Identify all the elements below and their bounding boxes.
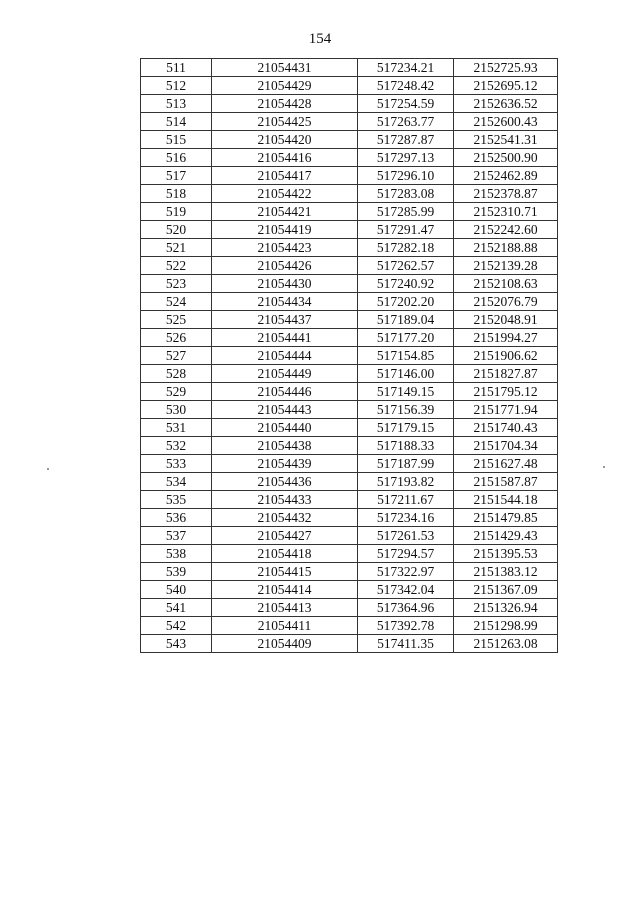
row-number-cell: 518 — [141, 185, 212, 203]
point-id-cell: 21054416 — [212, 149, 358, 167]
table-row — [141, 473, 558, 491]
table-row — [141, 419, 558, 437]
y-coordinate-cell: 2151429.43 — [454, 527, 558, 545]
table-row — [141, 77, 558, 95]
point-id-cell: 21054427 — [212, 527, 358, 545]
y-coordinate-cell: 2151906.62 — [454, 347, 558, 365]
page-number: 154 — [308, 31, 332, 47]
point-id-cell: 21054420 — [212, 131, 358, 149]
table-row — [141, 95, 558, 113]
row-number-cell: 514 — [141, 113, 212, 131]
coordinates-table — [140, 58, 558, 653]
point-id-cell: 21054418 — [212, 545, 358, 563]
table-row — [141, 59, 558, 77]
y-coordinate-cell: 2151795.12 — [454, 383, 558, 401]
y-coordinate-cell: 2152636.52 — [454, 95, 558, 113]
row-number-cell: 528 — [141, 365, 212, 383]
point-id-cell: 21054438 — [212, 437, 358, 455]
point-id-cell: 21054431 — [212, 59, 358, 77]
y-coordinate-cell: 2151771.94 — [454, 401, 558, 419]
y-coordinate-cell: 2151479.85 — [454, 509, 558, 527]
y-coordinate-cell: 2151383.12 — [454, 563, 558, 581]
point-id-cell: 21054432 — [212, 509, 358, 527]
row-number-cell: 539 — [141, 563, 212, 581]
scan-speck — [603, 466, 605, 468]
table-row — [141, 239, 558, 257]
y-coordinate-cell: 2151827.87 — [454, 365, 558, 383]
y-coordinate-cell: 2151263.08 — [454, 635, 558, 653]
y-coordinate-cell: 2152188.88 — [454, 239, 558, 257]
point-id-cell: 21054421 — [212, 203, 358, 221]
x-coordinate-cell: 517177.20 — [358, 329, 454, 347]
x-coordinate-cell: 517342.04 — [358, 581, 454, 599]
y-coordinate-cell: 2151627.48 — [454, 455, 558, 473]
y-coordinate-cell: 2152600.43 — [454, 113, 558, 131]
row-number-cell: 538 — [141, 545, 212, 563]
point-id-cell: 21054444 — [212, 347, 358, 365]
x-coordinate-cell: 517154.85 — [358, 347, 454, 365]
y-coordinate-cell: 2152725.93 — [454, 59, 558, 77]
y-coordinate-cell: 2151298.99 — [454, 617, 558, 635]
table-row — [141, 329, 558, 347]
y-coordinate-cell: 2152108.63 — [454, 275, 558, 293]
x-coordinate-cell: 517322.97 — [358, 563, 454, 581]
row-number-cell: 512 — [141, 77, 212, 95]
y-coordinate-cell: 2151587.87 — [454, 473, 558, 491]
row-number-cell: 535 — [141, 491, 212, 509]
point-id-cell: 21054440 — [212, 419, 358, 437]
row-number-cell: 533 — [141, 455, 212, 473]
y-coordinate-cell: 2152242.60 — [454, 221, 558, 239]
x-coordinate-cell: 517291.47 — [358, 221, 454, 239]
row-number-cell: 529 — [141, 383, 212, 401]
table-row — [141, 581, 558, 599]
row-number-cell: 511 — [141, 59, 212, 77]
row-number-cell: 517 — [141, 167, 212, 185]
x-coordinate-cell: 517283.08 — [358, 185, 454, 203]
table-row — [141, 635, 558, 653]
table-row — [141, 599, 558, 617]
x-coordinate-cell: 517149.15 — [358, 383, 454, 401]
y-coordinate-cell: 2152048.91 — [454, 311, 558, 329]
table-row — [141, 131, 558, 149]
row-number-cell: 516 — [141, 149, 212, 167]
point-id-cell: 21054439 — [212, 455, 358, 473]
x-coordinate-cell: 517240.92 — [358, 275, 454, 293]
point-id-cell: 21054426 — [212, 257, 358, 275]
table-row — [141, 491, 558, 509]
y-coordinate-cell: 2152500.90 — [454, 149, 558, 167]
x-coordinate-cell: 517392.78 — [358, 617, 454, 635]
row-number-cell: 527 — [141, 347, 212, 365]
point-id-cell: 21054425 — [212, 113, 358, 131]
point-id-cell: 21054422 — [212, 185, 358, 203]
row-number-cell: 540 — [141, 581, 212, 599]
y-coordinate-cell: 2151704.34 — [454, 437, 558, 455]
point-id-cell: 21054413 — [212, 599, 358, 617]
y-coordinate-cell: 2151740.43 — [454, 419, 558, 437]
x-coordinate-cell: 517248.42 — [358, 77, 454, 95]
x-coordinate-cell: 517188.33 — [358, 437, 454, 455]
row-number-cell: 525 — [141, 311, 212, 329]
point-id-cell: 21054443 — [212, 401, 358, 419]
row-number-cell: 526 — [141, 329, 212, 347]
row-number-cell: 513 — [141, 95, 212, 113]
x-coordinate-cell: 517297.13 — [358, 149, 454, 167]
y-coordinate-cell: 2152695.12 — [454, 77, 558, 95]
y-coordinate-cell: 2151994.27 — [454, 329, 558, 347]
scan-speck — [47, 468, 49, 470]
y-coordinate-cell: 2151367.09 — [454, 581, 558, 599]
x-coordinate-cell: 517202.20 — [358, 293, 454, 311]
x-coordinate-cell: 517294.57 — [358, 545, 454, 563]
row-number-cell: 531 — [141, 419, 212, 437]
x-coordinate-cell: 517234.21 — [358, 59, 454, 77]
table-row — [141, 221, 558, 239]
row-number-cell: 519 — [141, 203, 212, 221]
x-coordinate-cell: 517254.59 — [358, 95, 454, 113]
row-number-cell: 541 — [141, 599, 212, 617]
x-coordinate-cell: 517156.39 — [358, 401, 454, 419]
table-row — [141, 563, 558, 581]
table-row — [141, 149, 558, 167]
row-number-cell: 521 — [141, 239, 212, 257]
point-id-cell: 21054419 — [212, 221, 358, 239]
point-id-cell: 21054433 — [212, 491, 358, 509]
table-row — [141, 311, 558, 329]
point-id-cell: 21054449 — [212, 365, 358, 383]
point-id-cell: 21054415 — [212, 563, 358, 581]
x-coordinate-cell: 517179.15 — [358, 419, 454, 437]
y-coordinate-cell: 2152378.87 — [454, 185, 558, 203]
x-coordinate-cell: 517285.99 — [358, 203, 454, 221]
table-row — [141, 293, 558, 311]
y-coordinate-cell: 2151326.94 — [454, 599, 558, 617]
table-row — [141, 167, 558, 185]
x-coordinate-cell: 517193.82 — [358, 473, 454, 491]
row-number-cell: 515 — [141, 131, 212, 149]
table-row — [141, 275, 558, 293]
row-number-cell: 532 — [141, 437, 212, 455]
x-coordinate-cell: 517282.18 — [358, 239, 454, 257]
table-row — [141, 401, 558, 419]
point-id-cell: 21054409 — [212, 635, 358, 653]
x-coordinate-cell: 517263.77 — [358, 113, 454, 131]
y-coordinate-cell: 2152139.28 — [454, 257, 558, 275]
table-row — [141, 383, 558, 401]
point-id-cell: 21054436 — [212, 473, 358, 491]
y-coordinate-cell: 2151544.18 — [454, 491, 558, 509]
table-row — [141, 365, 558, 383]
row-number-cell: 530 — [141, 401, 212, 419]
table-row — [141, 347, 558, 365]
x-coordinate-cell: 517411.35 — [358, 635, 454, 653]
row-number-cell: 543 — [141, 635, 212, 653]
y-coordinate-cell: 2152310.71 — [454, 203, 558, 221]
y-coordinate-cell: 2151395.53 — [454, 545, 558, 563]
x-coordinate-cell: 517296.10 — [358, 167, 454, 185]
row-number-cell: 522 — [141, 257, 212, 275]
x-coordinate-cell: 517262.57 — [358, 257, 454, 275]
point-id-cell: 21054434 — [212, 293, 358, 311]
x-coordinate-cell: 517261.53 — [358, 527, 454, 545]
row-number-cell: 520 — [141, 221, 212, 239]
x-coordinate-cell: 517189.04 — [358, 311, 454, 329]
point-id-cell: 21054417 — [212, 167, 358, 185]
x-coordinate-cell: 517234.16 — [358, 509, 454, 527]
table-row — [141, 113, 558, 131]
row-number-cell: 524 — [141, 293, 212, 311]
point-id-cell: 21054437 — [212, 311, 358, 329]
x-coordinate-cell: 517364.96 — [358, 599, 454, 617]
point-id-cell: 21054446 — [212, 383, 358, 401]
table-row — [141, 185, 558, 203]
table-row — [141, 509, 558, 527]
x-coordinate-cell: 517187.99 — [358, 455, 454, 473]
row-number-cell: 523 — [141, 275, 212, 293]
point-id-cell: 21054411 — [212, 617, 358, 635]
point-id-cell: 21054430 — [212, 275, 358, 293]
row-number-cell: 537 — [141, 527, 212, 545]
y-coordinate-cell: 2152541.31 — [454, 131, 558, 149]
table-body — [141, 59, 558, 653]
table-row — [141, 545, 558, 563]
table-row — [141, 203, 558, 221]
table-row — [141, 437, 558, 455]
point-id-cell: 21054423 — [212, 239, 358, 257]
table-row — [141, 257, 558, 275]
point-id-cell: 21054414 — [212, 581, 358, 599]
row-number-cell: 536 — [141, 509, 212, 527]
y-coordinate-cell: 2152462.89 — [454, 167, 558, 185]
row-number-cell: 534 — [141, 473, 212, 491]
x-coordinate-cell: 517211.67 — [358, 491, 454, 509]
table-row — [141, 617, 558, 635]
point-id-cell: 21054428 — [212, 95, 358, 113]
y-coordinate-cell: 2152076.79 — [454, 293, 558, 311]
row-number-cell: 542 — [141, 617, 212, 635]
x-coordinate-cell: 517146.00 — [358, 365, 454, 383]
point-id-cell: 21054429 — [212, 77, 358, 95]
table-row — [141, 455, 558, 473]
x-coordinate-cell: 517287.87 — [358, 131, 454, 149]
table-row — [141, 527, 558, 545]
point-id-cell: 21054441 — [212, 329, 358, 347]
